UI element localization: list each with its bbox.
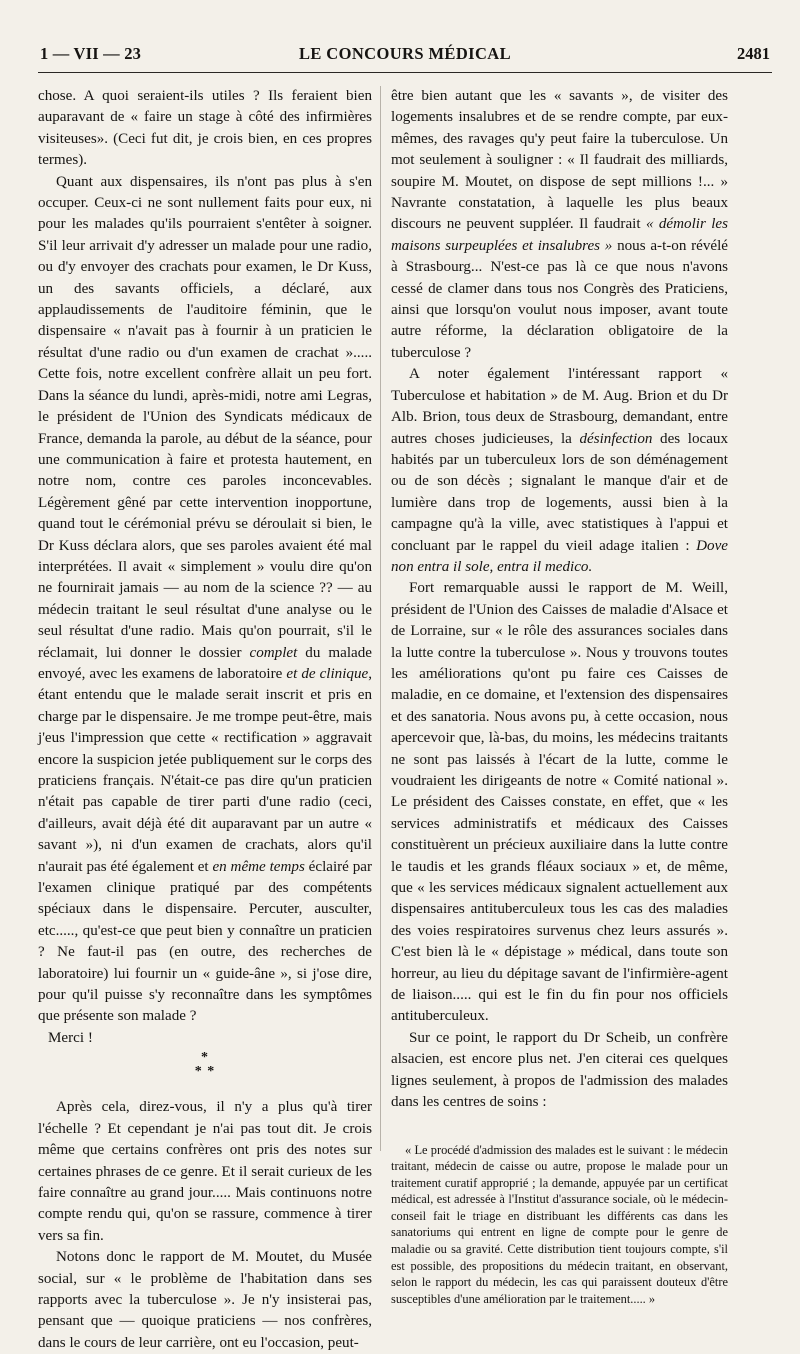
paragraph: Fort remarquable aussi le rapport de M. Weill, président de l'Union des Caisses de maladie d'Alsace et de Lorraine, sur « le rôle des assurances sociales dans la lutte contre la tuberculose ». Nous y trouvons toutes les améliorations qu'ont pu faire ces Caisses de maladie, en ce domaine, et l'extension des dispensaires et des sanatoria. Nous avons pu, à cette occasion, nous apercevoir que, là-bas, du moins, les médecins traitants ne sont pas laissés à l'écart de la lutte, comme le voudraient les dirigeants de notre « Comité national ». Le président des Caisses constate, en effet, que « les services administratifs et médicaux des Caisses constituèrent un précieux auxiliaire dans la lutte contre le taudis et les grands fléaux sociaux » et, de même, que « les services médicaux signalent actuellement aux dispensaires antituberculeux tous les cas des maladies des voies respiratoires survenus chez leurs assurés ». C'est bien là le « dépistage » médical, dans toute son horreur, au lieu du dépitage savant de l'infirmière-agent de liaison..... qui est le fin du fin pour nos officiels antituberculeux.	[391, 580, 728, 1025]
issue-date: 1 — VII — 23	[40, 44, 142, 63]
page-header	[40, 44, 770, 70]
left-column	[38, 86, 372, 1354]
paragraph: A noter également l'intéressant rapport « Tuberculose et habitation » de M. Aug. Brion et du Dr Alb. Brion, tous deux de Strasbourg, demandant, entre autres choses judicieuses, la désinfection des locaux habités par un tuberculeux lors de son déménagement ou de son décès ; signalant le manque d'air et de lumière dans trop de logements, aussi bien à la campagne qu'à la ville, avec statistiques à l'appui et concluant par le rappel du vieil adage italien : Dove non entra il sole, entra il medico.	[391, 366, 729, 575]
paragraph: être bien autant que les « savants », de visiter des logements insalubres et de se rendre compte, par eux-mêmes, des ravages qu'y peut faire la tuberculose. Un mot seulement à souligner : « Il faudrait des milliards, soupire M. Moutet, on dispose de sept millions !... » Navrante constatation, à laquelle les plus beaux discours ne peuvent suppléer. Il faudrait « démolir les maisons surpeuplées et insalubres » nous a-t-on révélé à Strasbourg... N'est-ce pas là ce que nous n'avons cessé de clamer dans tous nos Congrès des Praticiens, ainsi que lorsqu'on voulut nous imposer, avant toute autre réforme, la déclaration obligatoire de la tuberculose ?	[391, 88, 728, 361]
right-column	[391, 86, 728, 1307]
page-number: 2481	[737, 44, 770, 63]
header-rule	[38, 72, 772, 73]
paragraph: Quant aux dispensaires, ils n'ont pas plus à s'en occuper. Ceux-ci ne sont nullement faits pour eux, ni pour les malades qu'ils pourraient s'entêter à soigner. S'il leur arrivait d'y adresser un malade pour une radio, ou d'y envoyer des crachats pour examen, le Dr Kuss, un des savants officiels, a déclaré, aux applaudissements de l'auditoire féminin, que le dispensaire « n'avait pas à fournir à un praticien le résultat d'une radio ou d'un examen de crachat »..... Cette fois, notre excellent confrère allait un peu fort. Dans la séance du lundi, après-midi, notre ami Legras, le président de l'Union des Syndicats médicaux de France, demanda la parole, au début de la séance, pour une communication à faire et protesta hautement, en notre nom, contre ces paroles inconcevables. Légèrement gêné par cette intervention inopportune, quand tout le cérémonial prévu se déroulait si bien, le Dr Kuss déclara alors, que ses paroles avaient été mal interprétées. Il avait « simplement » voulu dire qu'on ne fournirait jamais — au nom de la science ?? — au médecin traitant le seul résultat d'une analyse ou le seul résultat d'une radio. Mais qu'on pourrait, s'il le réclamait, lui donner le dossier complet du malade envoyé, avec les examens de laboratoire et de clinique, étant entendu que le malade serait inscrit et pris en charge par le dispensaire. Je me trompe peut-être, mais j'eus l'impression que cette « rectification » aggravait encore la suspicion jetée publiquement sur le corps des praticiens français. N'était-ce pas dire qu'un praticien n'était pas capable de tirer parti d'une radio (ceci, d'ailleurs, avait déjà été dit auparavant par un autre « savant »), ni d'un examen de crachats, alors qu'il n'aurait pas été également et en même temps éclairé par l'examen clinique pratiqué par des compétents spéciaux dans le dispensaire. Percuter, ausculter, etc....., qu'est-ce que peut bien y connaître un praticien ? Ne faut-il pas (en outre, des recherches de laboratoire) lui fournir un « guide-âne », si j'ose dire, pour qu'il puisse s'y reconnaître dans les symptômes que présente son malade ?	[38, 173, 372, 1025]
paragraph: Notons donc le rapport de M. Moutet, du Musée social, sur « le problème de l'habitation dans ses rapports avec la tuberculose ». Je n'y insisterai pas, pensant que — quoique praticiens — nos confrères, dans le cours de leur carrière, ont eu l'occasion, peut-	[38, 1249, 372, 1351]
paragraph: Après cela, direz-vous, il n'y a plus qu'à tirer l'échelle ? Et cependant je n'ai pas tout dit. Je crois même que certains confrères ont pris des notes sur certaines phrases de ce genre. Et il serait curieux de les faire connaître au grand jour..... Mais continuons notre compte rendu qui, qu'on se rassure, commence à tirer vers sa fin.	[38, 1099, 372, 1244]
quote-text: « Le procédé d'admission des malades est le suivant : le médecin traitant, médecin de caisse ou autre, propose le malade pour un traitement curatif approprié ; la demande, appuyée par un certificat médical, est adressée à l'Institut d'assurance sociale, où le médecin-conseil fait le triage en distribuant les différents cas dans les sanatoriums qui entrent en ligne de compte pour le genre de maladie ou sa gravité. Cette distribution tient toujours compte, s'il est possible, des propositions du médecin traitant, en observant, selon le rapport du médecin, les cas qui paraissent douteux d'être susceptibles d'une amélioration par le traitement..... »	[391, 1142, 728, 1306]
block-quote	[391, 1142, 728, 1308]
paragraph: chose. A quoi seraient-ils utiles ? Ils feraient bien auparavant de « faire un stage à côté des infirmières visiteuses». (Ceci fut dit, je crois bien, en ces propres termes).	[38, 88, 372, 169]
paragraph: Sur ce point, le rapport du Dr Scheib, un confrère alsacien, est encore plus net. J'en citerai ces quelques lignes seulement, à propos de l'admission des malades dans les centres de soins :	[391, 1029, 728, 1111]
column-divider	[380, 86, 381, 1151]
section-separator: * * *	[194, 1050, 216, 1080]
closing-line: Merci !	[48, 1029, 93, 1046]
journal-title: LE CONCOURS MÉDICAL	[298, 44, 512, 63]
